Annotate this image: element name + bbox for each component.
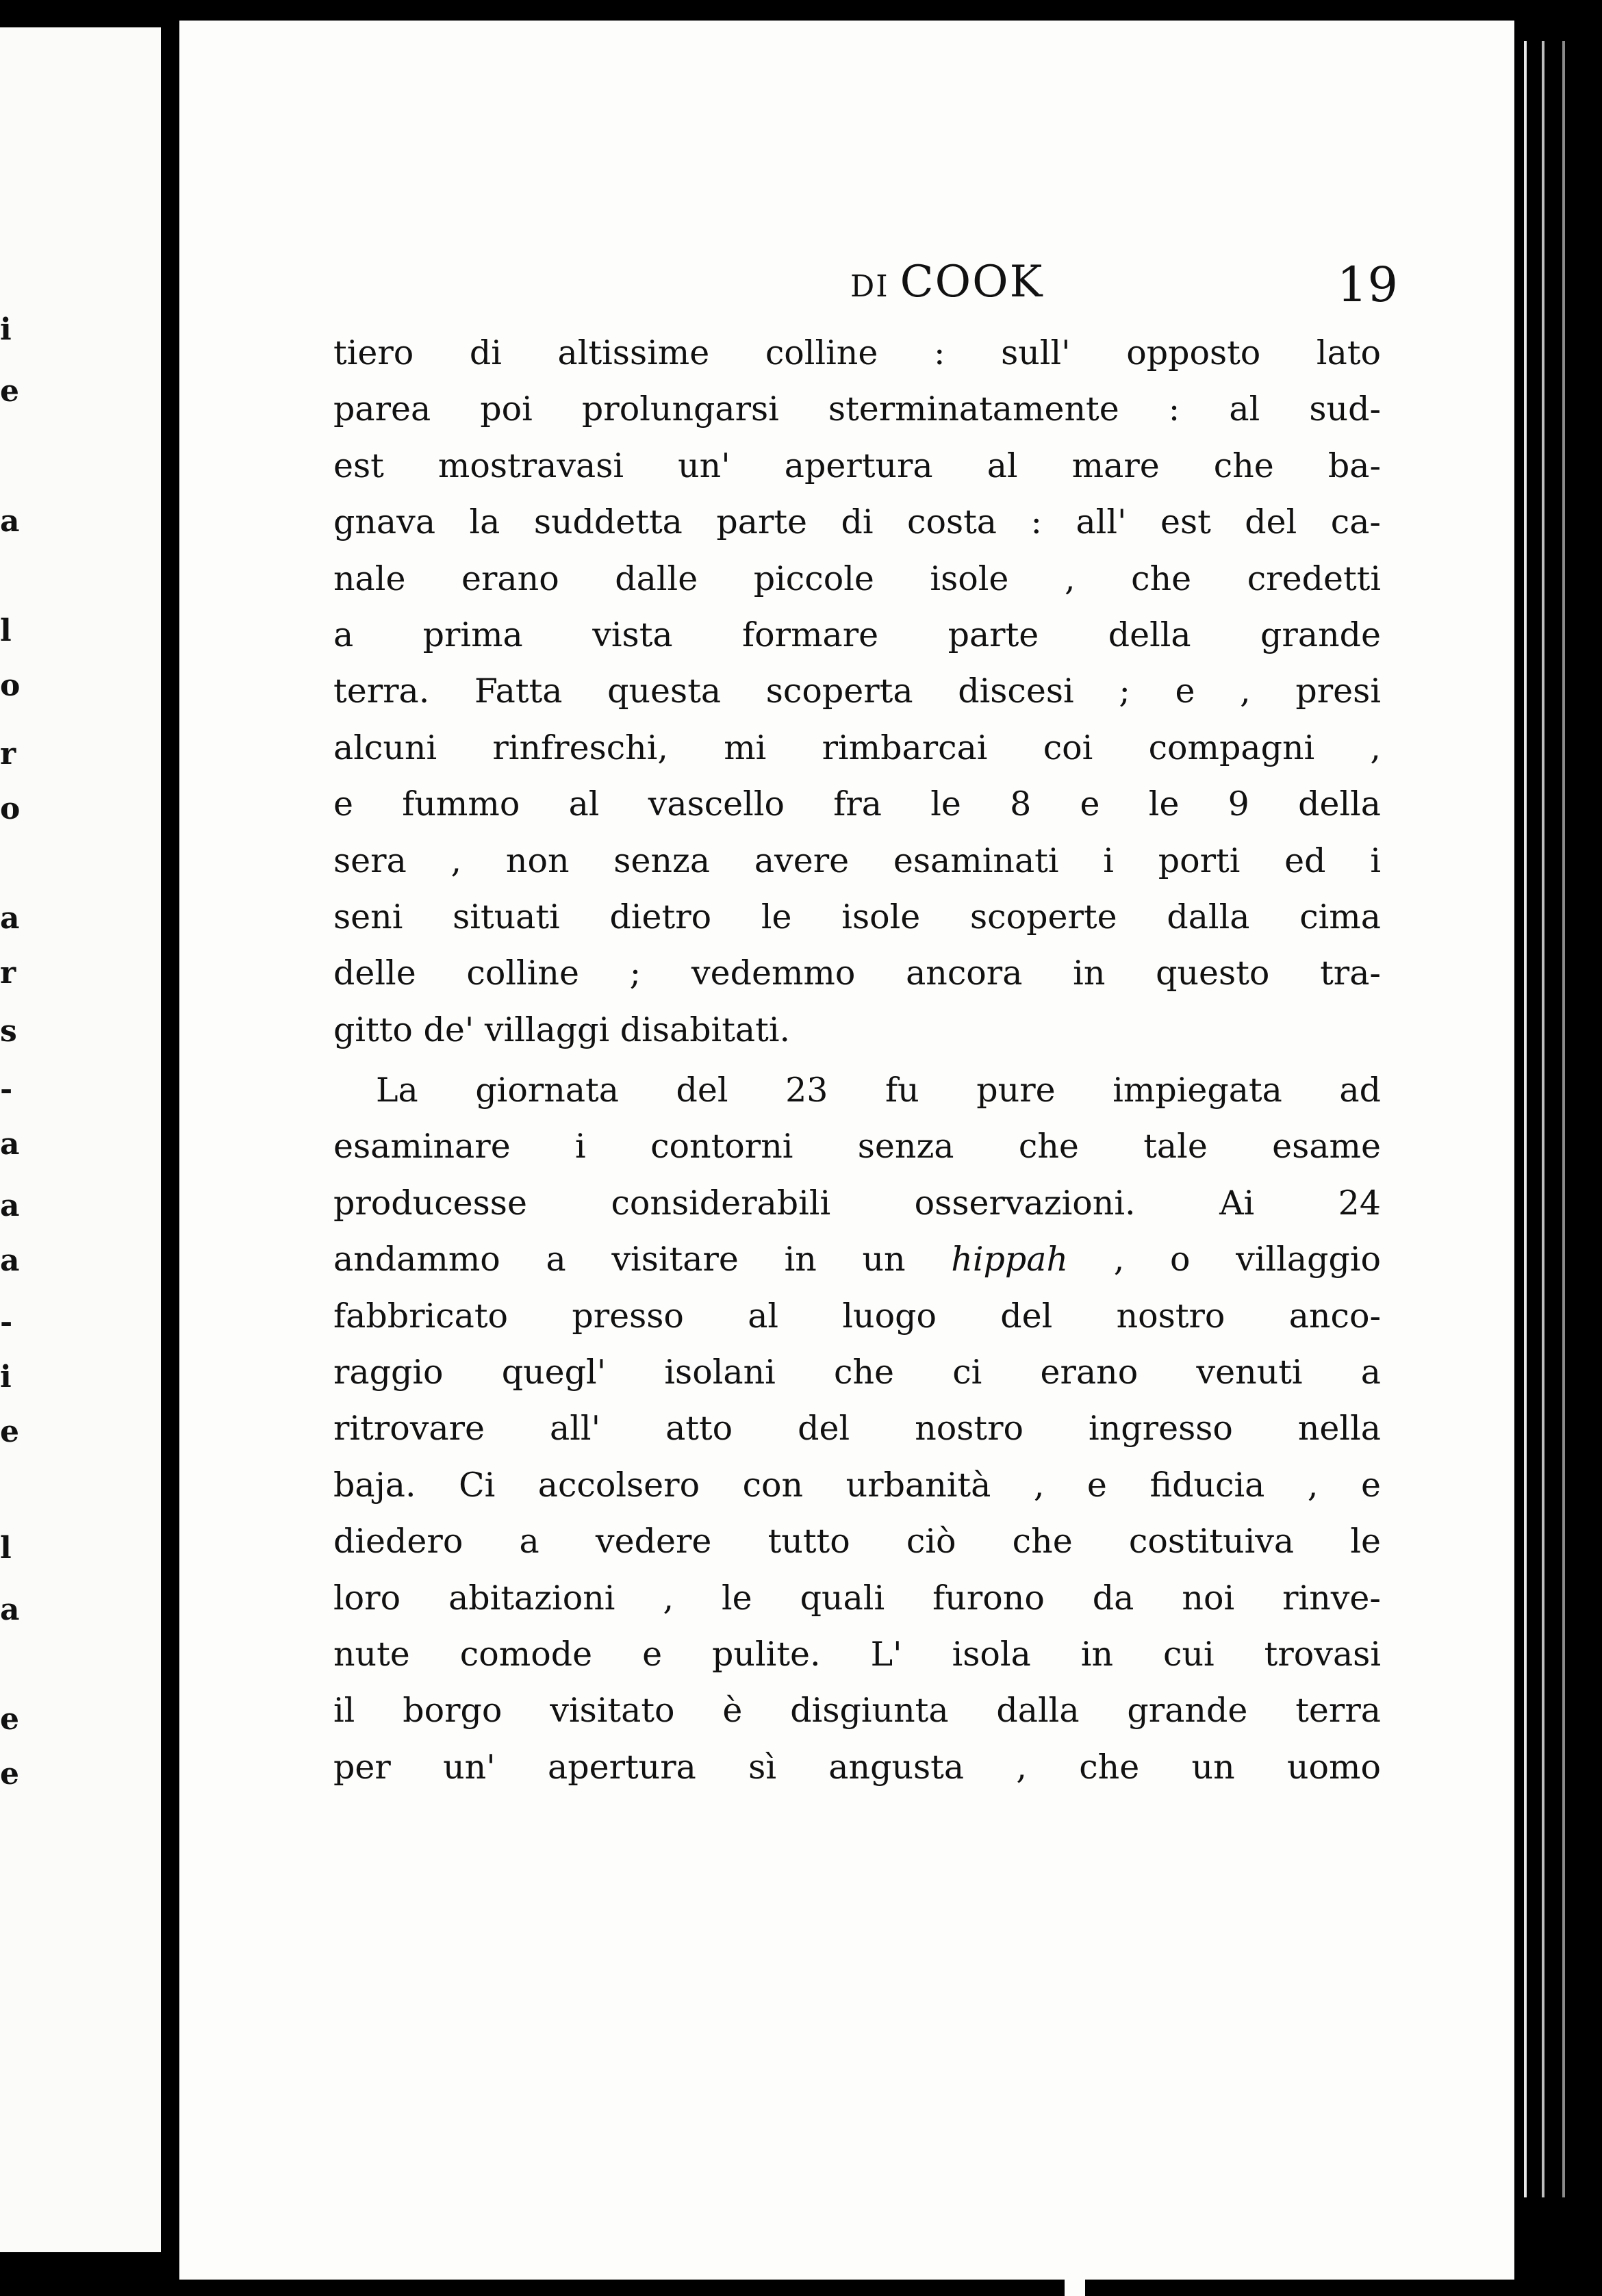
left-margin-char: r [0,737,16,771]
left-margin-char: o [0,668,21,703]
text-line: diedero a vedere tutto ciò che costituiva le [333,1522,1381,1561]
page-header [330,257,1398,318]
page-edge-line [1562,41,1565,2197]
text-line: fabbricato presso al luogo del nostro anco- [333,1296,1381,1336]
text-line: nale erano dalle piccole isole , che credetti [333,559,1381,598]
text-line: il borgo visitato è disgiunta dalla grande terra [333,1691,1381,1731]
text-line: seni situati dietro le isole scoperte dalla cima [333,897,1381,936]
text-line [333,1232,1381,1288]
running-head-prefix: DI [850,269,889,304]
text-line: alcuni rinfreschi, mi rimbarcai coi compagni , [333,728,1381,767]
left-margin-char: i [0,312,12,347]
text-line: esaminare i contorni senza che tale esame [333,1127,1381,1166]
paragraph [333,1062,1381,1796]
text-line: delle colline ; vedemmo ancora in questo tra- [333,954,1381,993]
text-line: per un' apertura sì angusta , che un uomo [333,1747,1381,1787]
left-margin-char: a [0,1188,20,1223]
left-margin-char: e [0,1702,19,1737]
text-line: gnava la suddetta parte di costa : all' est del ca- [333,502,1381,542]
text-line: La giornata del 23 fu pure impiegata ad [376,1071,1381,1110]
left-margin-char: e [0,1757,19,1791]
left-margin-char: l [0,1531,12,1566]
left-margin-char: a [0,1127,20,1162]
left-margin-char: - [0,1072,13,1107]
left-margin-char: i [0,1360,12,1394]
left-margin-char: r [0,956,16,991]
page-stack-edge [1514,0,1602,2296]
left-margin-char: a [0,1592,20,1627]
text-line: tiero di altissime colline : sull' opposto lato [333,333,1381,372]
italic-term: hippah [951,1240,1069,1279]
book-gutter [161,0,181,2296]
text-line: e fummo al vascello fra le 8 e le 9 della [333,785,1381,824]
left-margin-char: - [0,1305,13,1340]
left-margin-char: a [0,1243,20,1278]
text-line: raggio quegl' isolani che ci erano venuti a [333,1353,1381,1392]
paragraph [333,325,1381,1058]
left-margin-char: o [0,791,21,826]
text-line: baja. Ci accolsero con urbanità , e fiducia , e [333,1465,1381,1505]
left-margin-char: e [0,374,19,409]
page-edge-line [1524,41,1527,2197]
text-line: gitto de' villaggi disabitati. [333,1010,791,1049]
text-line: a prima vista formare parte della grande [333,615,1381,654]
page-number: 19 [1336,257,1398,313]
text-line: terra. Fatta questa scoperta discesi ; e , presi [333,672,1381,711]
text-fragment: andammo a visitare in un [333,1240,952,1279]
text-line: sera , non senza avere esaminati i porti ed i [333,841,1381,880]
text-line: producesse considerabili osservazioni. Ai 24 [333,1183,1381,1223]
scan-artifact [1065,2252,1085,2296]
running-head [850,257,1043,307]
body-text [333,325,1381,1796]
text-fragment: , o villaggio [1068,1240,1381,1279]
text-line: nute comode e pulite. L' isola in cui trovasi [333,1634,1381,1674]
left-margin-char: a [0,504,20,539]
running-head-title: COOK [900,257,1044,307]
left-margin-char: a [0,901,20,936]
text-line: est mostravasi un' apertura al mare che ba- [333,446,1381,485]
text-line: parea poi prolungarsi sterminatamente : al sud- [333,390,1381,429]
page-edge-line [1542,41,1544,2197]
left-facing-page [0,27,161,2252]
left-margin-char: l [0,613,12,648]
left-margin-char: e [0,1414,19,1449]
right-page [179,21,1514,2280]
text-line: ritrovare all' atto del nostro ingresso nella [333,1409,1381,1449]
text-line: loro abitazioni , le quali furono da noi rinve- [333,1578,1381,1618]
left-margin-char: s [0,1014,17,1049]
